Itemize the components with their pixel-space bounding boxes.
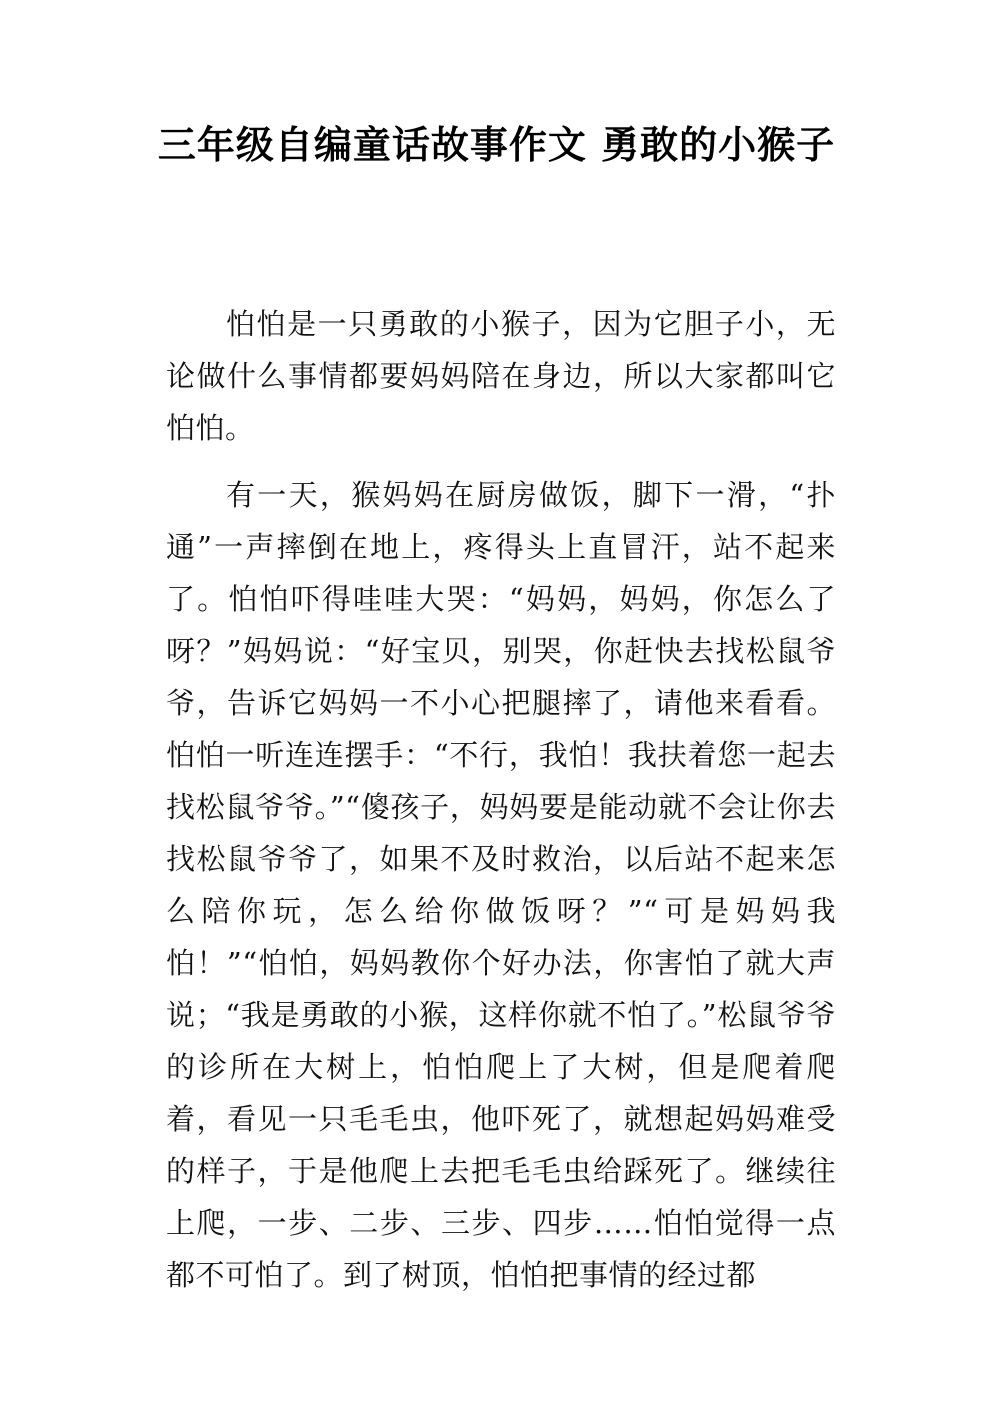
document-body — [166, 298, 836, 1316]
paragraph-story: 有一天，猴妈妈在厨房做饭，脚下一滑，“扑通”一声摔倒在地上，疼得头上直冒汗，站不起来了。怕怕吓得哇哇大哭：“妈妈，妈妈，你怎么了呀？”妈妈说：“好宝贝，别哭，你赶快去找松鼠爷爷，告诉它妈妈一不小心把腿摔了，请他来看看。怕怕一听连连摆手：“不行，我怕！我扶着您一起去找松鼠爷爷。”“傻孩子，妈妈要是能动就不会让你去找松鼠爷爷了，如果不及时救治，以后站不起来怎么陪你玩，怎么给你做饭呀？”“可是妈妈我怕！”“怕怕，妈妈教你个好办法，你害怕了就大声说；“我是勇敢的小猴，这样你就不怕了。”松鼠爷爷的诊所在大树上，怕怕爬上了大树，但是爬着爬着，看见一只毛毛虫，他吓死了，就想起妈妈难受的样子，于是他爬上去把毛毛虫给踩死了。继续往上爬，一步、二步、三步、四步……怕怕觉得一点都不可怕了。到了树顶，怕怕把事情的经过都 — [166, 478, 836, 1292]
document-title: 三年级自编童话故事作文 勇敢的小猴子 — [157, 123, 836, 167]
paragraph-intro: 怕怕是一只勇敢的小猴子，因为它胆子小，无论做什么事情都要妈妈陪在身边，所以大家都叫它怕怕。 — [166, 307, 836, 445]
